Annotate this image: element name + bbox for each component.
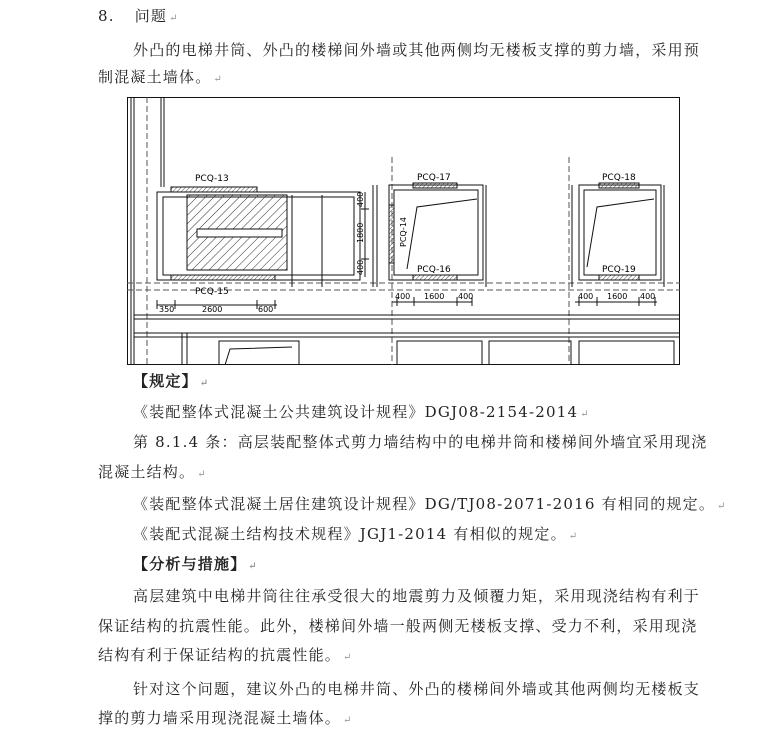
rule-line-4-text: 《装配整体式混凝土居住建筑设计规程》DG/TJ08-2071-2016 有相同的规定。 (133, 495, 716, 513)
rule-line-2: 第 8.1.4 条：高层装配整体式剪力墙结构中的电梯井筒和楼梯间外墙宜采用现浇 (133, 433, 708, 451)
analysis-line-3: 结构有利于保证结构的抗震性能。 ↵ (98, 646, 353, 664)
label-pcq14: PCQ-14 (399, 217, 408, 247)
dim-right-1600: 1600 (607, 292, 628, 301)
rule-line-5: 《装配式混凝土结构技术规程》JGJ1-2014 有相似的规定。 ↵ (133, 525, 579, 543)
label-pcq17: PCQ-17 (417, 173, 451, 183)
dim-400-top: 400 (356, 191, 365, 207)
structural-plan-figure (127, 97, 680, 365)
dim-right-400a: 400 (578, 292, 594, 301)
dim-1800: 1800 (356, 222, 365, 243)
analysis-heading-text: 【分析与措施】 (133, 555, 247, 573)
rule-line-1: 《装配整体式混凝土公共建筑设计规程》DGJ08-2154-2014 ↵ (133, 403, 590, 421)
rule-heading-text: 【规定】 (133, 372, 198, 390)
dim-mid-400a: 400 (395, 292, 411, 301)
analysis-line-3-text: 结构有利于保证结构的抗震性能。 (98, 646, 342, 664)
problem-line-2: 制混凝土墙体。 ↵ (98, 68, 223, 86)
rule-line-3-text: 混凝土结构。 (98, 463, 196, 481)
label-pcq13: PCQ-13 (195, 174, 229, 184)
dim-600: 600 (258, 305, 274, 314)
section-number: 8. (98, 7, 115, 25)
dim-mid-400b: 400 (458, 292, 474, 301)
rule-line-4: 《装配整体式混凝土居住建筑设计规程》DG/TJ08-2071-2016 有相同的规定。 ↵ (133, 495, 727, 513)
section-title: 问题 (134, 7, 168, 25)
analysis-line-2: 保证结构的抗震性能。此外，楼梯间外墙一般两侧无楼板支撑、受力不利，采用现浇 (98, 617, 698, 635)
label-pcq18: PCQ-18 (602, 173, 636, 183)
dim-400-bottom: 400 (356, 259, 365, 275)
dim-mid-1600: 1600 (424, 292, 445, 301)
dim-right-400b: 400 (640, 292, 656, 301)
analysis-heading: 【分析与措施】 ↵ (133, 555, 258, 573)
analysis-line-5-text: 撑的剪力墙采用现浇混凝土墙体。 (98, 709, 342, 727)
analysis-line-1: 高层建筑中电梯井筒往往承受很大的地震剪力及倾覆力矩，采用现浇结构有利于 (133, 587, 701, 605)
problem-line-1: 外凸的电梯井筒、外凸的楼梯间外墙或其他两侧均无楼板支撑的剪力墙，采用预 (133, 41, 701, 59)
dim-2600: 2600 (202, 305, 223, 314)
rule-line-1-text: 《装配整体式混凝土公共建筑设计规程》DGJ08-2154-2014 (133, 403, 579, 421)
analysis-line-5: 撑的剪力墙采用现浇混凝土墙体。 ↵ (98, 709, 353, 727)
rule-line-5-text: 《装配式混凝土结构技术规程》JGJ1-2014 有相似的规定。 (133, 525, 567, 543)
analysis-line-4: 针对这个问题，建议外凸的电梯井筒、外凸的楼梯间外墙或其他两侧均无楼板支 (133, 680, 701, 698)
label-pcq15: PCQ-15 (195, 287, 229, 297)
dim-350: 350 (159, 305, 175, 314)
problem-line-2-text: 制混凝土墙体。 (98, 68, 212, 86)
section-heading: 8. 问题 ↵ (98, 7, 179, 25)
structural-plan-drawing (127, 97, 680, 365)
rule-line-3: 混凝土结构。 ↵ (98, 463, 207, 481)
label-pcq16: PCQ-16 (417, 265, 451, 275)
label-pcq19: PCQ-19 (602, 265, 636, 275)
rule-heading: 【规定】 ↵ (133, 372, 210, 390)
